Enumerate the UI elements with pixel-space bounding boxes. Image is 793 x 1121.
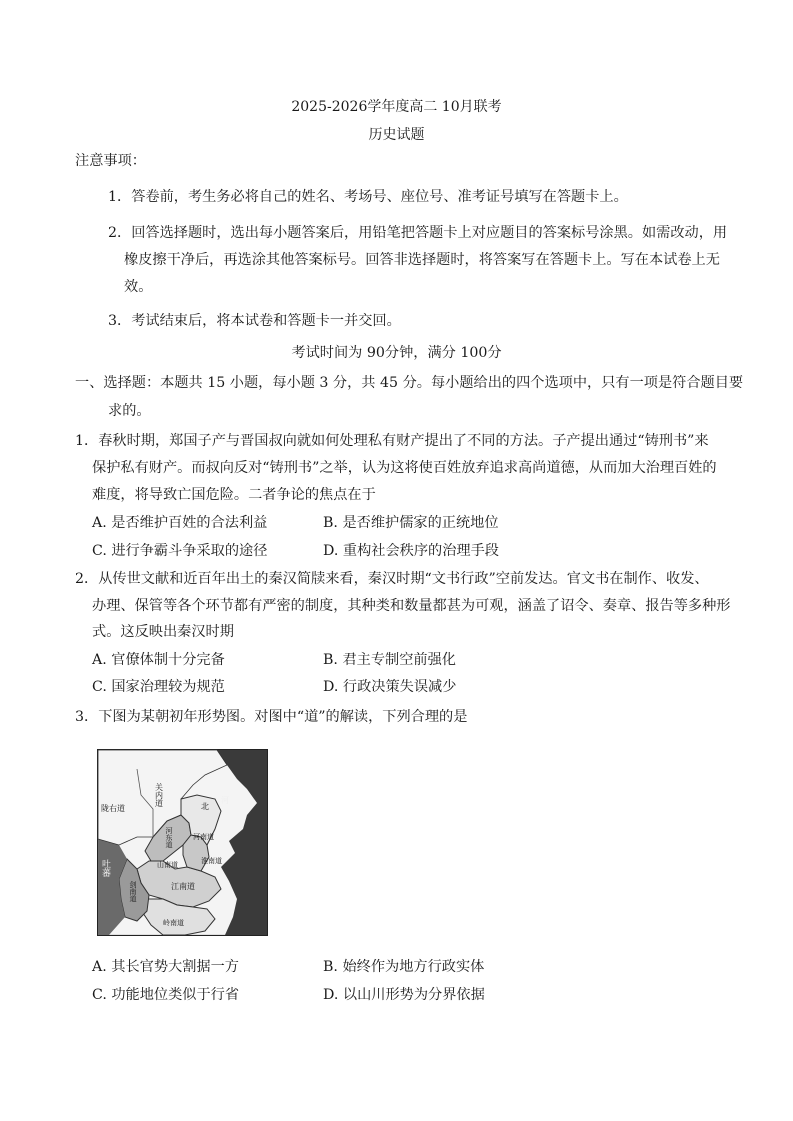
- section-heading-cont: 求的。: [108, 403, 151, 419]
- q1-option-d[interactable]: D. 重构社会秩序的治理手段: [323, 543, 499, 559]
- q1-option-b[interactable]: B. 是否维护儒家的正统地位: [323, 515, 499, 531]
- notes-heading: 注意事项：: [75, 153, 146, 169]
- note-item: 橡皮擦干净后，再选涂其他答案标号。回答非选择题时，将答案写在答题卡上。写在本试卷上无: [124, 252, 720, 268]
- q2-option-c[interactable]: C. 国家治理较为规范: [92, 679, 225, 695]
- q3-option-d[interactable]: D. 以山川形势为分界依据: [323, 987, 485, 1003]
- note-item: 3．考试结束后，将本试卷和答题卡一并交回。: [108, 313, 401, 329]
- label-jiangnan: 江南道: [171, 882, 195, 891]
- label-longyou: 陇右道: [101, 804, 125, 813]
- note-item: 效。: [124, 279, 153, 295]
- label-tubo: 吐蕃: [100, 859, 110, 877]
- label-huainan: 淮南道: [201, 857, 222, 865]
- q3-option-b[interactable]: B. 始终作为地方行政实体: [323, 959, 485, 975]
- q2-option-a[interactable]: A. 官僚体制十分完备: [92, 652, 225, 668]
- time-note: 考试时间为 90分钟，满分 100分: [291, 345, 502, 361]
- note-item: 2．回答选择题时，选出每小题答案后，用铅笔把答题卡上对应题目的答案标号涂黑。如需改动，用: [108, 225, 728, 241]
- label-hedong: 河东道: [165, 827, 173, 848]
- q2-option-b[interactable]: B. 君主专制空前强化: [323, 652, 456, 668]
- label-he: 河: [221, 796, 229, 805]
- label-jiannan: 剑南道: [129, 881, 137, 902]
- note-item: 1．答卷前，考生务必将自己的姓名、考场号、座位号、准考证号填写在答题卡上。: [108, 189, 628, 205]
- question-2-line: 2．从传世文献和近百年出土的秦汉简牍来看，秦汉时期“文书行政”空前发达。官文书在制作、收发、: [75, 571, 709, 587]
- q3-option-c[interactable]: C. 功能地位类似于行省: [92, 987, 240, 1003]
- question-3-line: 3．下图为某朝初年形势图。对图中“道”的解读，下列合理的是: [75, 709, 468, 725]
- question-1-line: 1．春秋时期，郑国子产与晋国叔向就如何处理私有财产提出了不同的方法。子产提出通过“铸刑书”来: [75, 433, 709, 449]
- label-bei: 北: [201, 802, 209, 811]
- tang-circuits-map: [97, 749, 268, 936]
- label-henan: 河南道: [193, 833, 214, 841]
- q2-option-d[interactable]: D. 行政决策失误减少: [323, 679, 457, 695]
- q1-option-c[interactable]: C. 进行争霸斗争采取的途径: [92, 543, 268, 559]
- question-1-line: 难度，将导致亡国危险。二者争论的焦点在于: [92, 487, 376, 503]
- exam-title: 2025-2026学年度高二 10月联考: [291, 99, 502, 115]
- question-2-line: 式。这反映出秦汉时期: [92, 624, 234, 640]
- label-guannei: 关内道: [154, 783, 164, 807]
- section-heading: 一、选择题：本题共 15 小题，每小题 3 分，共 45 分。每小题给出的四个选项中，只有一项是符合题目要: [75, 375, 744, 391]
- question-2-line: 办理、保管等各个环节都有严密的制度，其种类和数量都甚为可观，涵盖了诏令、奏章、报告等多种形: [92, 598, 731, 614]
- question-1-line: 保护私有财产。而叔向反对“铸刑书”之举，认为这将使百姓放弃追求高尚道德，从而加大治理百姓的: [92, 460, 717, 476]
- label-shannan: 山南道: [157, 861, 178, 869]
- q3-option-a[interactable]: A. 其长官势大割据一方: [92, 959, 239, 975]
- label-lingnan: 岭南道: [163, 919, 184, 927]
- q1-option-a[interactable]: A. 是否维护百姓的合法利益: [92, 515, 268, 531]
- subject-title: 历史试题: [368, 127, 425, 143]
